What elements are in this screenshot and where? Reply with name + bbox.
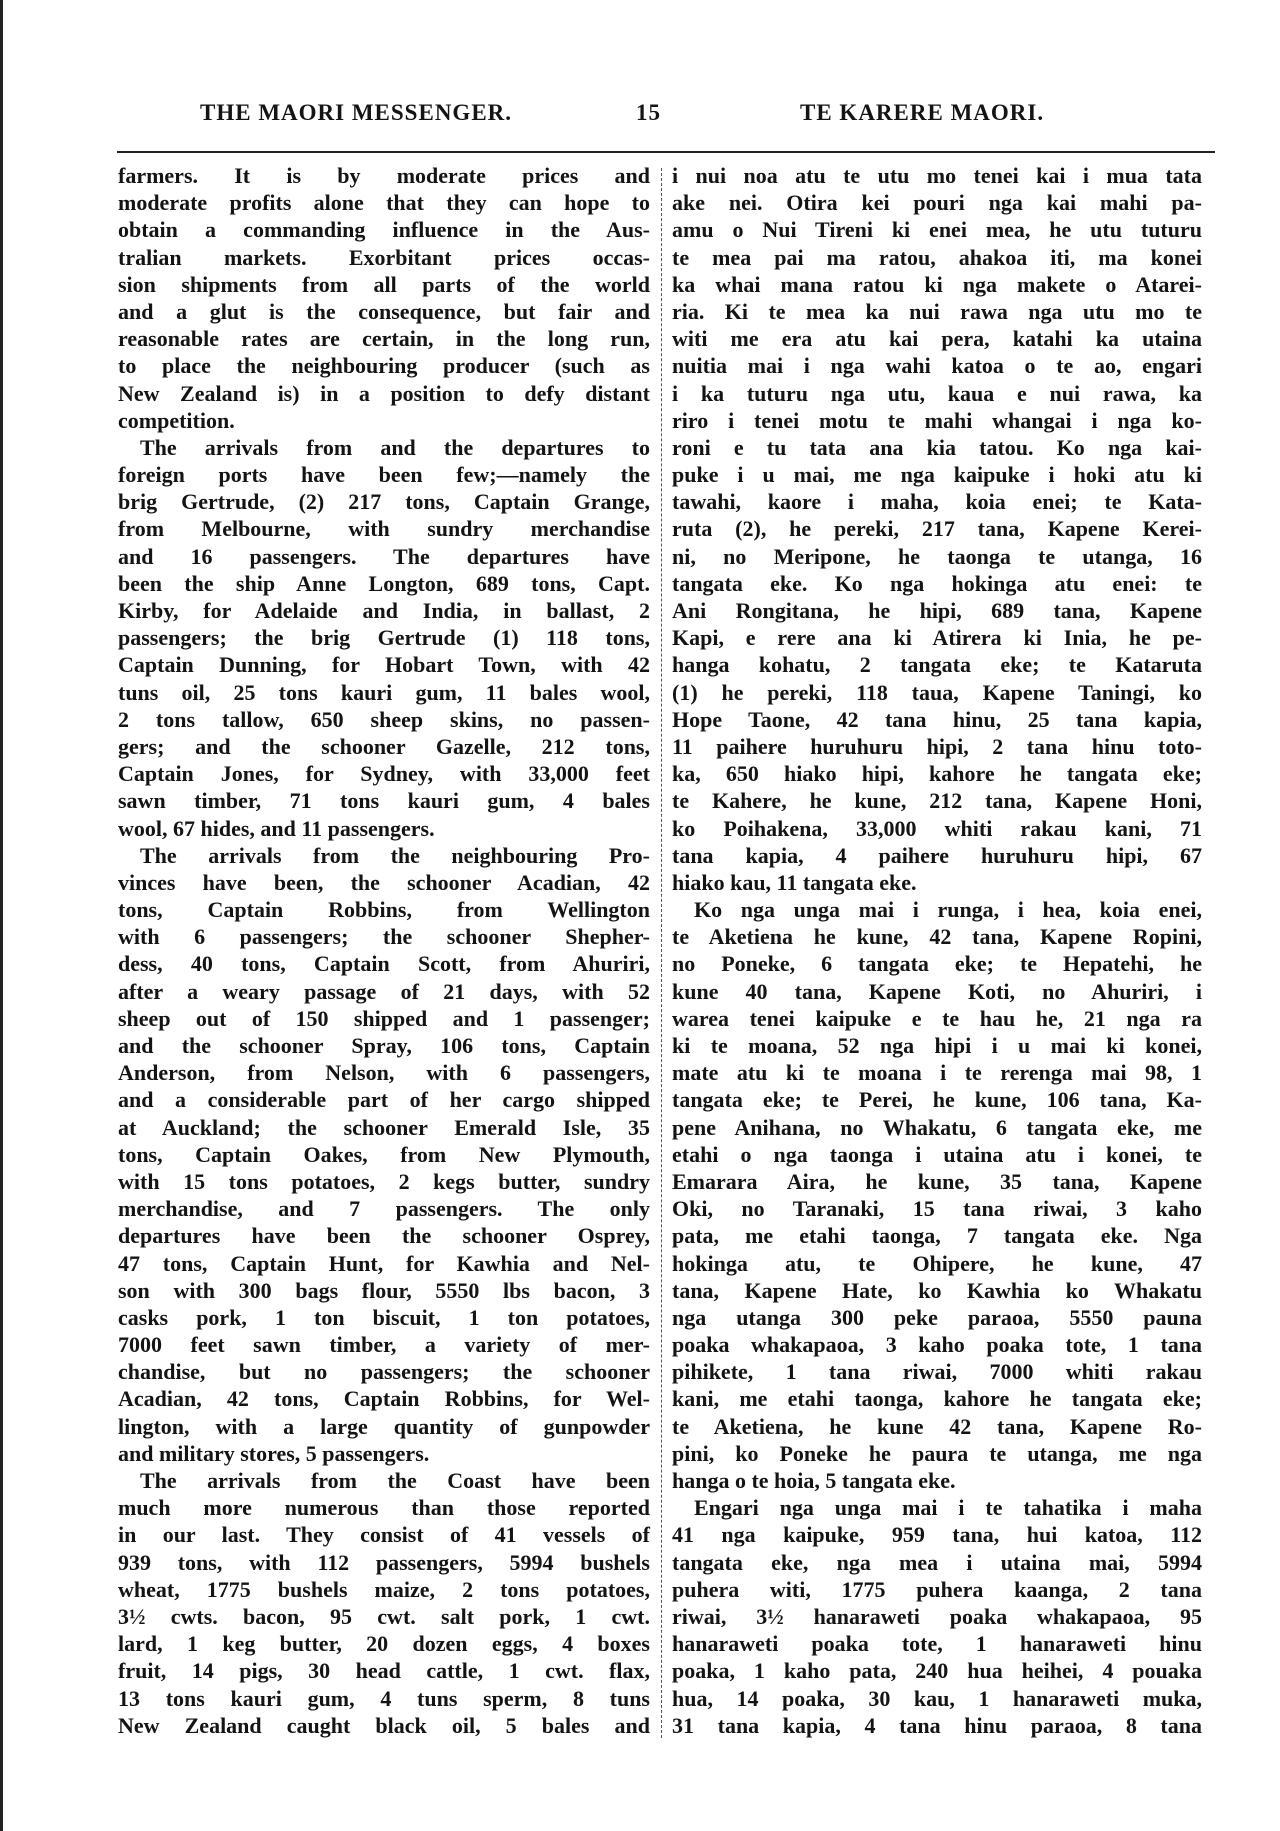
text-line: puke i u mai, me nga kaipuke i hoki atu ki bbox=[672, 462, 1202, 488]
text-line: reasonable rates are certain, in the long run, bbox=[118, 326, 650, 352]
text-line: chandise, but no passengers; the schooner bbox=[118, 1359, 650, 1385]
text-line: 939 tons, with 112 passengers, 5994 bushels bbox=[118, 1549, 650, 1575]
text-line: and 16 passengers. The departures have bbox=[118, 543, 650, 569]
column-divider bbox=[661, 168, 662, 1738]
text-line: 11 paihere huruhuru hipi, 2 tana hinu toto- bbox=[672, 733, 1202, 759]
text-line: tangata eke, nga mea i utaina mai, 5994 bbox=[672, 1549, 1202, 1575]
text-line: been the ship Anne Longton, 689 tons, Capt. bbox=[118, 570, 650, 596]
maori-column bbox=[672, 162, 1202, 1739]
text-line: hanaraweti poaka tote, 1 hanaraweti hinu bbox=[672, 1631, 1202, 1657]
text-line: te Aketiena he kune, 42 tana, Kapene Ropini, bbox=[672, 924, 1202, 950]
text-line: riro i tenei motu te mahi whangai i nga ko- bbox=[672, 407, 1202, 433]
page-edge bbox=[0, 0, 3, 1831]
text-line: ka whai mana ratou ki nga makete o Atarei- bbox=[672, 271, 1202, 297]
text-line: ki te moana, 52 nga hipi i u mai ki konei, bbox=[672, 1033, 1202, 1058]
text-line: New Zealand caught black oil, 5 bales and bbox=[118, 1712, 650, 1738]
text-line: tana kapia, 4 paihere huruhuru hipi, 67 bbox=[672, 842, 1202, 868]
text-line: The arrivals from the Coast have been bbox=[140, 1468, 650, 1493]
text-line: and the schooner Spray, 106 tons, Captain bbox=[118, 1033, 650, 1058]
text-line: Ani Rongitana, he hipi, 689 tana, Kapene bbox=[672, 598, 1202, 623]
text-line: lard, 1 keg butter, 20 dozen eggs, 4 boxes bbox=[118, 1631, 650, 1657]
text-line: te Aketiena, he kune 42 tana, Kapene Ro- bbox=[672, 1413, 1202, 1439]
text-line: fruit, 14 pigs, 30 head cattle, 1 cwt. flax, bbox=[118, 1658, 650, 1684]
text-line: 7000 feet sawn timber, a variety of mer- bbox=[118, 1332, 650, 1358]
text-line: to place the neighbouring producer (such as bbox=[118, 353, 650, 379]
paragraph bbox=[672, 162, 1202, 896]
text-line: pihikete, 1 tana riwai, 7000 whiti rakau bbox=[672, 1359, 1202, 1385]
text-line: puhera witi, 1775 puhera kaanga, 2 tana bbox=[672, 1576, 1202, 1602]
text-line: tawahi, kaore i maha, koia enei; te Kata- bbox=[672, 489, 1202, 515]
text-line: (1) he pereki, 118 taua, Kapene Taningi, ko bbox=[672, 679, 1202, 705]
text-line: vinces have been, the schooner Acadian, 42 bbox=[118, 869, 650, 895]
text-line: New Zealand is) in a position to defy distant bbox=[118, 380, 650, 406]
text-line: dess, 40 tons, Captain Scott, from Ahuriri, bbox=[118, 951, 650, 977]
text-line: tana, Kapene Hate, ko Kawhia ko Whakatu bbox=[672, 1277, 1202, 1303]
text-line: obtain a commanding influence in the Aus- bbox=[118, 217, 650, 243]
text-line: kani, me etahi taonga, kahore he tangata eke; bbox=[672, 1386, 1202, 1412]
text-line: te Kahere, he kune, 212 tana, Kapene Honi, bbox=[672, 788, 1202, 814]
page-number: 15 bbox=[636, 100, 661, 125]
text-line: Captain Jones, for Sydney, with 33,000 feet bbox=[118, 761, 650, 787]
text-line: farmers. It is by moderate prices and bbox=[118, 163, 650, 188]
text-line: nga utanga 300 peke paraoa, 5550 pauna bbox=[672, 1304, 1202, 1330]
text-line: brig Gertrude, (2) 217 tons, Captain Grange, bbox=[118, 489, 650, 515]
text-line: pata, me etahi taonga, 7 tangata eke. Nga bbox=[672, 1223, 1202, 1249]
text-line: The arrivals from and the departures to bbox=[140, 434, 650, 460]
text-line: Kapi, e rere ana ki Atirera ki Inia, he pe- bbox=[672, 625, 1202, 651]
text-line: hiako kau, 11 tangata eke. bbox=[672, 869, 917, 895]
text-line: Kirby, for Adelaide and India, in ballast, 2 bbox=[118, 598, 650, 623]
text-line: casks pork, 1 ton biscuit, 1 ton potatoes, bbox=[118, 1304, 650, 1330]
text-line: poaka whakapaoa, 3 kaho poaka tote, 1 tana bbox=[672, 1332, 1202, 1358]
text-line: sion shipments from all parts of the world bbox=[118, 271, 650, 297]
text-line: after a weary passage of 21 days, with 52 bbox=[118, 978, 650, 1004]
paragraph bbox=[672, 896, 1202, 1494]
text-line: Acadian, 42 tons, Captain Robbins, for Wel- bbox=[118, 1386, 650, 1412]
text-line: wheat, 1775 bushels maize, 2 tons potatoes, bbox=[118, 1576, 650, 1602]
text-line: ake nei. Otira kei pouri nga kai mahi pa- bbox=[672, 190, 1202, 216]
english-column bbox=[118, 162, 650, 1739]
text-line: and a considerable part of her cargo shipped bbox=[118, 1087, 650, 1113]
text-line: with 15 tons potatoes, 2 kegs butter, sundry bbox=[118, 1168, 650, 1194]
text-line: i ka tuturu nga utu, kaua e nui rawa, ka bbox=[672, 380, 1202, 406]
text-line: merchandise, and 7 passengers. The only bbox=[118, 1196, 650, 1222]
text-line: 13 tons kauri gum, 4 tuns sperm, 8 tuns bbox=[118, 1685, 650, 1711]
text-line: tuns oil, 25 tons kauri gum, 11 bales wool, bbox=[118, 679, 650, 705]
text-line: son with 300 bags flour, 5550 lbs bacon, 3 bbox=[118, 1277, 650, 1303]
text-line: riwai, 3½ hanaraweti poaka whakapaoa, 95 bbox=[672, 1603, 1202, 1629]
text-line: and a glut is the consequence, but fair and bbox=[118, 298, 650, 324]
text-line: hokinga atu, te Ohipere, he kune, 47 bbox=[672, 1250, 1202, 1276]
text-line: hua, 14 poaka, 30 kau, 1 hanaraweti muka, bbox=[672, 1685, 1202, 1711]
text-line: ni, no Meripone, he taonga te utanga, 16 bbox=[672, 543, 1202, 569]
text-line: ruta (2), he pereki, 217 tana, Kapene Kerei- bbox=[672, 516, 1202, 542]
text-line: with 6 passengers; the schooner Shepher- bbox=[118, 924, 650, 950]
text-line: tons, Captain Oakes, from New Plymouth, bbox=[118, 1141, 650, 1167]
text-line: The arrivals from the neighbouring Pro- bbox=[140, 842, 650, 868]
text-line: hanga kohatu, 2 tangata eke; te Kataruta bbox=[672, 652, 1202, 678]
text-line: tons, Captain Robbins, from Wellington bbox=[118, 897, 650, 923]
text-line: te mea pai ma ratou, ahakoa iti, ma konei bbox=[672, 244, 1202, 270]
text-line: kune 40 tana, Kapene Koti, no Ahuriri, i bbox=[672, 978, 1202, 1004]
text-line: 2 tons tallow, 650 sheep skins, no passen- bbox=[118, 706, 650, 732]
running-title-maori: TE KARERE MAORI. bbox=[800, 100, 1045, 125]
text-line: 47 tons, Captain Hunt, for Kawhia and Nel- bbox=[118, 1250, 650, 1276]
text-line: ka, 650 hiako hipi, kahore he tangata eke; bbox=[672, 761, 1202, 787]
text-line: ria. Ki te mea ka nui rawa nga utu mo te bbox=[672, 298, 1202, 324]
text-line: in our last. They consist of 41 vessels of bbox=[118, 1522, 650, 1548]
text-line: ko Poihakena, 33,000 whiti rakau kani, 71 bbox=[672, 815, 1202, 841]
text-line: warea tenei kaipuke e te hau he, 21 nga ra bbox=[672, 1005, 1202, 1031]
text-line: roni e tu tata ana kia tatou. Ko nga kai- bbox=[672, 434, 1202, 460]
text-line: at Auckland; the schooner Emerald Isle, 35 bbox=[118, 1114, 650, 1140]
paragraph bbox=[118, 162, 650, 434]
text-line: 31 tana kapia, 4 tana hinu paraoa, 8 tana bbox=[672, 1712, 1202, 1738]
text-line: much more numerous than those reported bbox=[118, 1495, 650, 1521]
text-line: pini, ko Poneke he paura te utanga, me nga bbox=[672, 1440, 1202, 1466]
text-line: sawn timber, 71 tons kauri gum, 4 bales bbox=[118, 788, 650, 814]
text-line: 41 nga kaipuke, 959 tana, hui katoa, 112 bbox=[672, 1522, 1202, 1548]
text-line: Emarara Aira, he kune, 35 tana, Kapene bbox=[672, 1168, 1202, 1194]
text-line: i nui noa atu te utu mo tenei kai i mua tata bbox=[672, 163, 1202, 188]
text-line: poaka, 1 kaho pata, 240 hua heihei, 4 pouaka bbox=[672, 1658, 1202, 1684]
text-line: wool, 67 hides, and 11 passengers. bbox=[118, 815, 435, 841]
text-line: Engari nga unga mai i te tahatika i maha bbox=[694, 1495, 1202, 1521]
header-rule bbox=[117, 151, 1215, 153]
text-line: tangata eke. Ko nga hokinga atu enei: te bbox=[672, 570, 1202, 596]
text-line: witi me era atu kai pera, katahi ka utaina bbox=[672, 326, 1202, 352]
text-line: amu o Nui Tireni ki enei mea, he utu tuturu bbox=[672, 217, 1202, 243]
text-line: Captain Dunning, for Hobart Town, with 42 bbox=[118, 652, 650, 678]
text-line: departures have been the schooner Osprey, bbox=[118, 1223, 650, 1249]
text-line: sheep out of 150 shipped and 1 passenger; bbox=[118, 1005, 650, 1031]
text-line: and military stores, 5 passengers. bbox=[118, 1440, 430, 1466]
text-line: lington, with a large quantity of gunpowder bbox=[118, 1413, 650, 1439]
text-line: Oki, no Taranaki, 15 tana riwai, 3 kaho bbox=[672, 1196, 1202, 1222]
text-line: etahi o nga taonga i utaina atu i konei, te bbox=[672, 1141, 1202, 1167]
text-line: hanga o te hoia, 5 tangata eke. bbox=[672, 1468, 956, 1493]
text-line: Hope Taone, 42 tana hinu, 25 tana kapia, bbox=[672, 706, 1202, 732]
text-line: gers; and the schooner Gazelle, 212 tons, bbox=[118, 733, 650, 759]
text-line: foreign ports have been few;—namely the bbox=[118, 462, 650, 488]
paragraph bbox=[118, 842, 650, 1467]
text-line: tralian markets. Exorbitant prices occas- bbox=[118, 244, 650, 270]
paragraph bbox=[118, 1467, 650, 1739]
paragraph bbox=[118, 434, 650, 842]
text-line: mate atu ki te moana i te rerenga mai 98, 1 bbox=[672, 1060, 1202, 1086]
text-line: moderate profits alone that they can hope to bbox=[118, 190, 650, 216]
text-line: no Poneke, 6 tangata eke; te Hepatehi, he bbox=[672, 951, 1202, 977]
text-line: Anderson, from Nelson, with 6 passengers, bbox=[118, 1060, 650, 1086]
text-line: competition. bbox=[118, 407, 235, 433]
text-line: nuitia mai i nga wahi katoa o te ao, engari bbox=[672, 353, 1202, 379]
running-title-english: THE MAORI MESSENGER. bbox=[200, 100, 513, 125]
text-line: Ko nga unga mai i runga, i hea, koia enei, bbox=[694, 897, 1202, 923]
text-line: from Melbourne, with sundry merchandise bbox=[118, 516, 650, 542]
text-line: 3½ cwts. bacon, 95 cwt. salt pork, 1 cwt. bbox=[118, 1603, 650, 1629]
text-line: tangata eke; te Perei, he kune, 106 tana, Ka- bbox=[672, 1087, 1202, 1113]
text-line: pene Anihana, no Whakatu, 6 tangata eke, me bbox=[672, 1114, 1202, 1140]
paragraph bbox=[672, 1494, 1202, 1739]
text-line: passengers; the brig Gertrude (1) 118 tons, bbox=[118, 625, 650, 651]
